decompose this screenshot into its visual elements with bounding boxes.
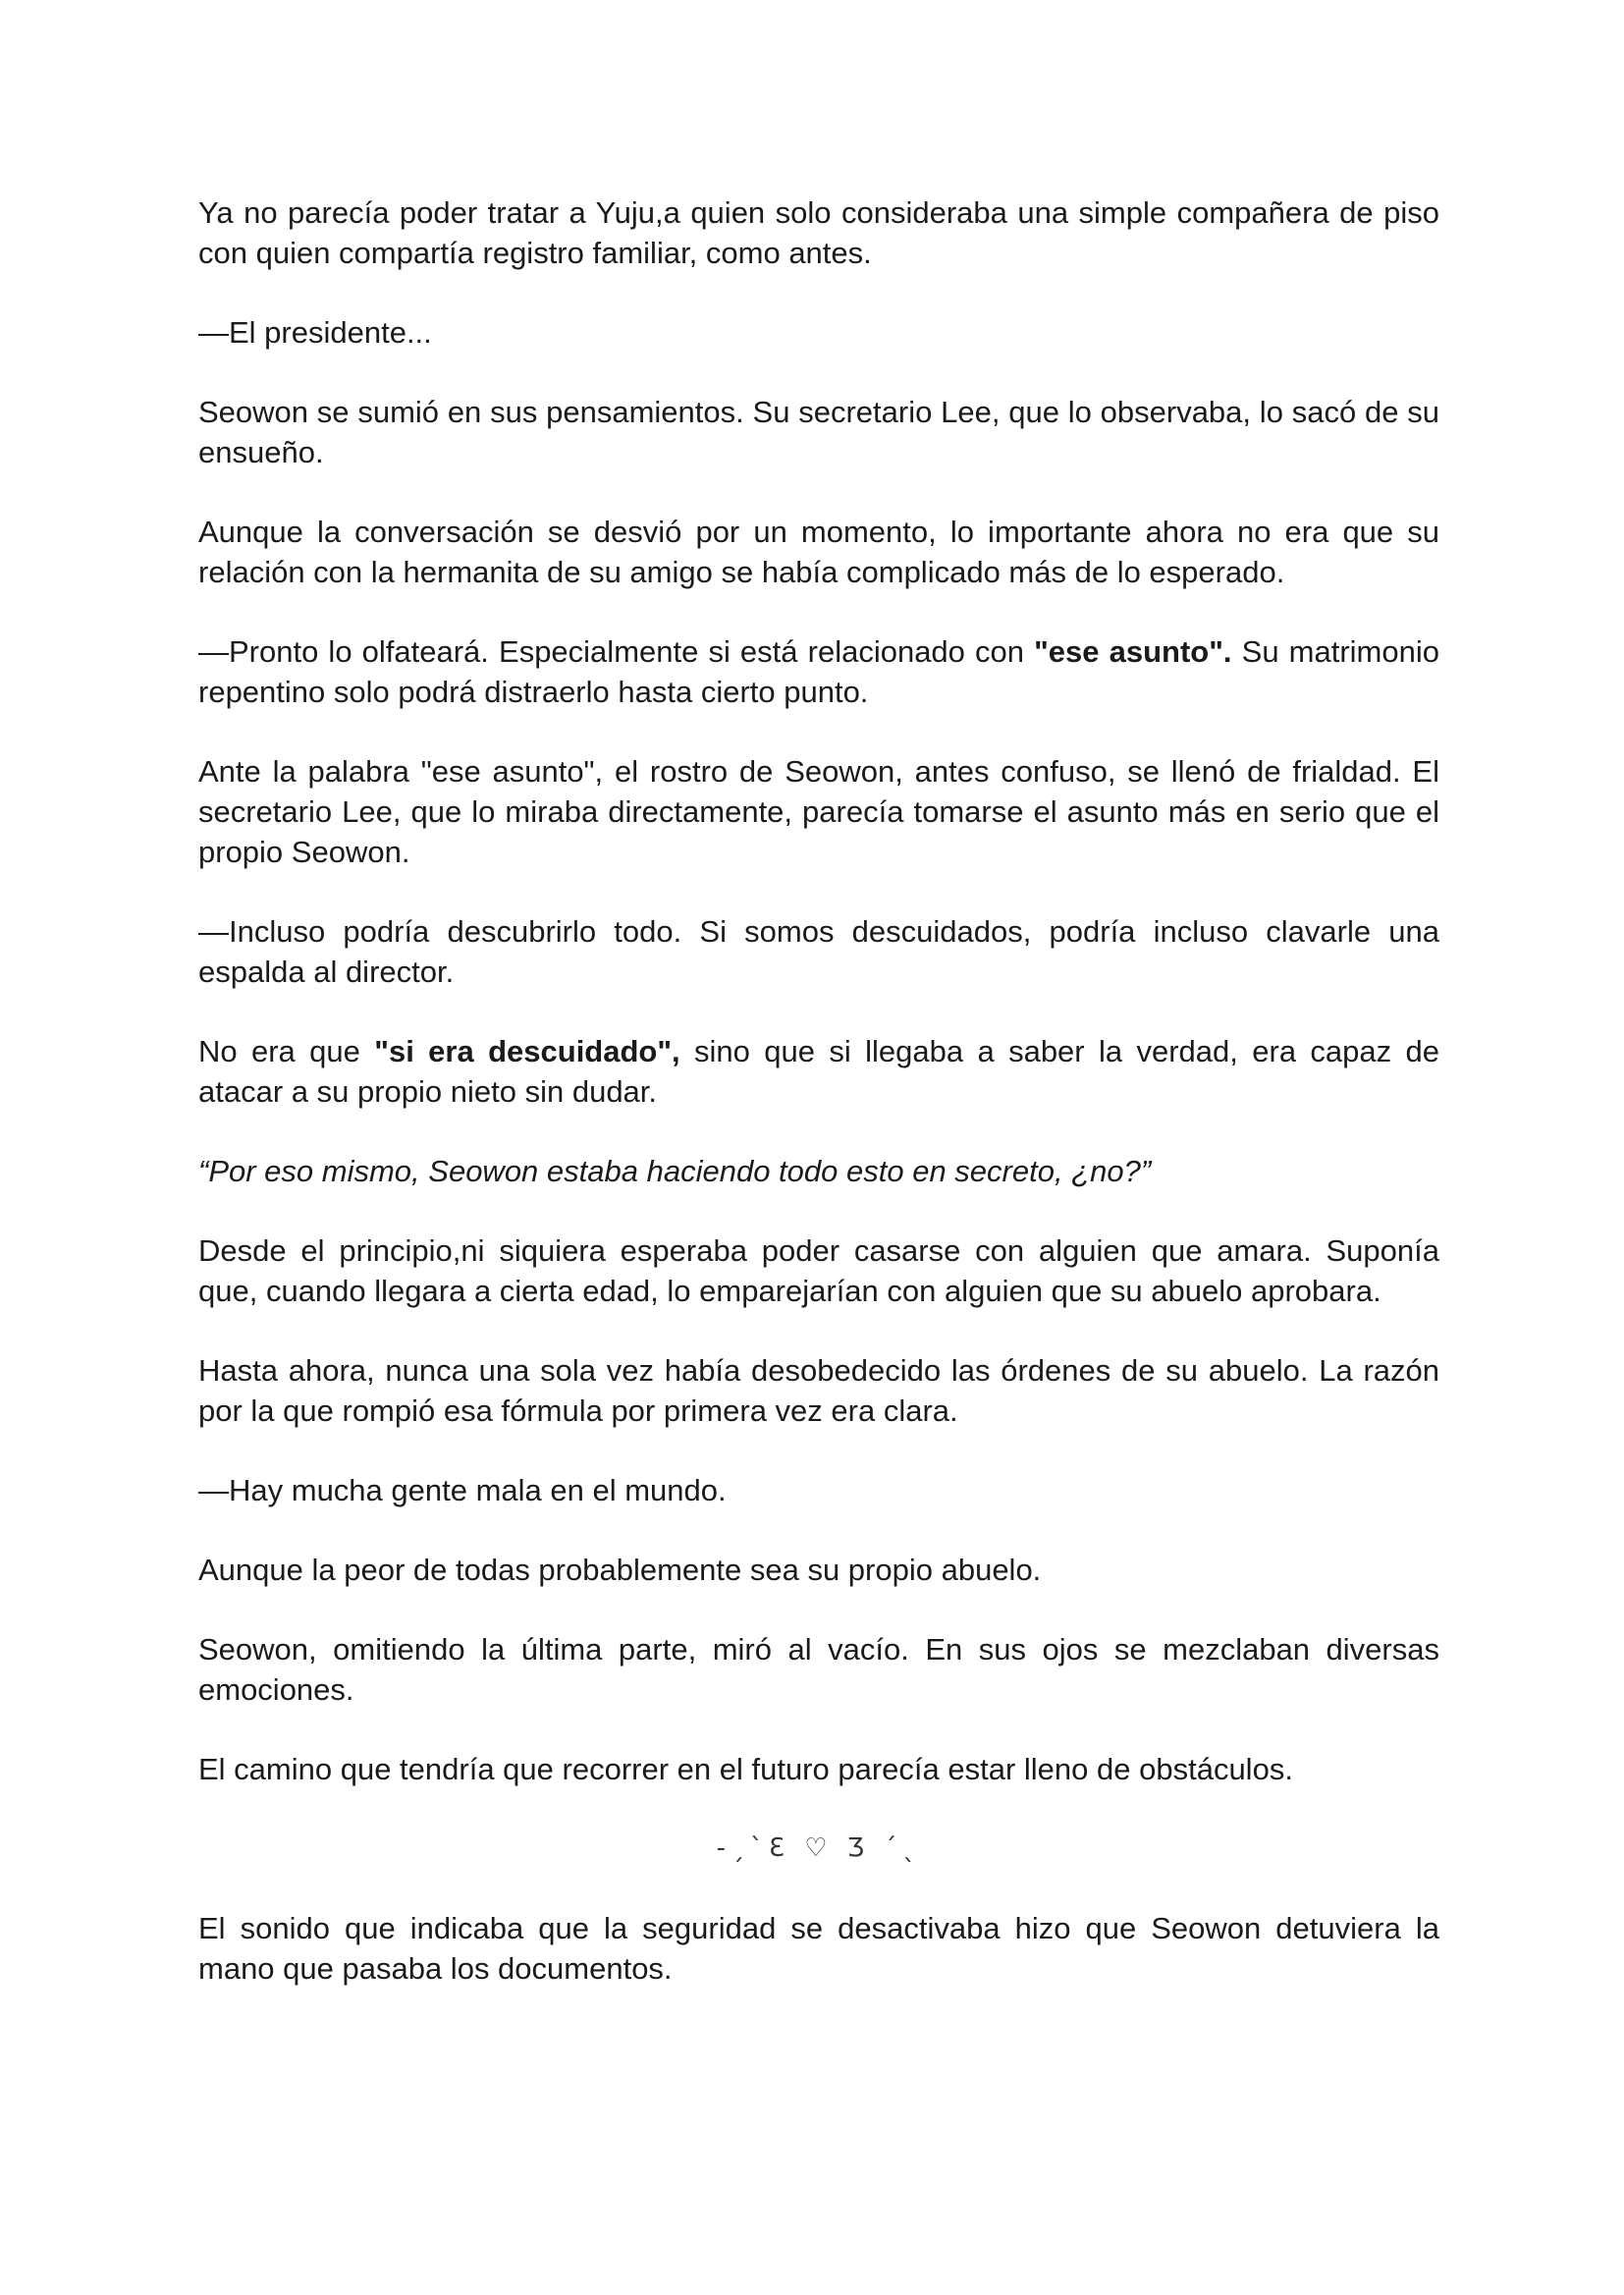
bold-phrase: "ese asunto". (1034, 634, 1232, 669)
document-page (198, 192, 1439, 2028)
paragraph-text: —Pronto lo olfateará. Especialmente si está relacionado con (198, 634, 1035, 669)
paragraph: —Hay mucha gente mala en el mundo. (198, 1473, 727, 1507)
paragraph: Ya no parecía poder tratar a Yuju,a quien solo consideraba una simple compañera de piso con quien compartía registro familiar, como antes. (198, 195, 1439, 270)
paragraph: Desde el principio,ni siquiera esperaba poder casarse con alguien que amara. Suponía que, cuando llegara a cierta edad, lo emparejarían con alguien que su abuelo aprobara. (198, 1233, 1439, 1308)
paragraph: Seowon, omitiendo la última parte, miró al vacío. En sus ojos se mezclaban diversas emociones. (198, 1632, 1439, 1707)
scene-separator: -ˏˋƐ ♡ Ʒ ˊˎ (716, 1833, 922, 1863)
paragraph: El camino que tendría que recorrer en el futuro parecía estar lleno de obstáculos. (198, 1752, 1293, 1786)
italic-thought: “Por eso mismo, Seowon estaba haciendo todo esto en secreto, ¿no?” (198, 1154, 1152, 1188)
paragraph-text: Su matrimonio repentino solo podrá distraerlo hasta cierto punto. (198, 634, 1439, 709)
paragraph: Ante la palabra "ese asunto", el rostro de Seowon, antes confuso, se llenó de frialdad. El secretario Lee, que lo miraba directamente, parecía tomarse el asunto más en serio que el propio Seowon. (198, 754, 1439, 869)
paragraph-text: No era que (198, 1034, 375, 1068)
paragraph: El sonido que indicaba que la seguridad se desactivaba hizo que Seowon detuviera la mano que pasaba los documentos. (198, 1911, 1439, 1986)
paragraph: Aunque la conversación se desvió por un momento, lo importante ahora no era que su relación con la hermanita de su amigo se había complicado más de lo esperado. (198, 515, 1439, 589)
paragraph-with-bold (198, 631, 1439, 712)
paragraph: Hasta ahora, nunca una sola vez había desobedecido las órdenes de su abuelo. La razón por la que rompió esa fórmula por primera vez era clara. (198, 1353, 1439, 1428)
paragraph: —Incluso podría descubrirlo todo. Si somos descuidados, podría incluso clavarle una espalda al director. (198, 914, 1439, 989)
paragraph: Aunque la peor de todas probablemente sea su propio abuelo. (198, 1553, 1042, 1587)
bold-phrase: "si era descuidado", (374, 1034, 680, 1068)
paragraph: Seowon se sumió en sus pensamientos. Su secretario Lee, que lo observaba, lo sacó de su ensueño. (198, 395, 1439, 469)
paragraph-with-bold (198, 1031, 1439, 1112)
paragraph: —El presidente... (198, 315, 432, 350)
paragraph-text: sino que si llegaba a saber la verdad, era capaz de atacar a su propio nieto sin dudar. (198, 1034, 1439, 1109)
